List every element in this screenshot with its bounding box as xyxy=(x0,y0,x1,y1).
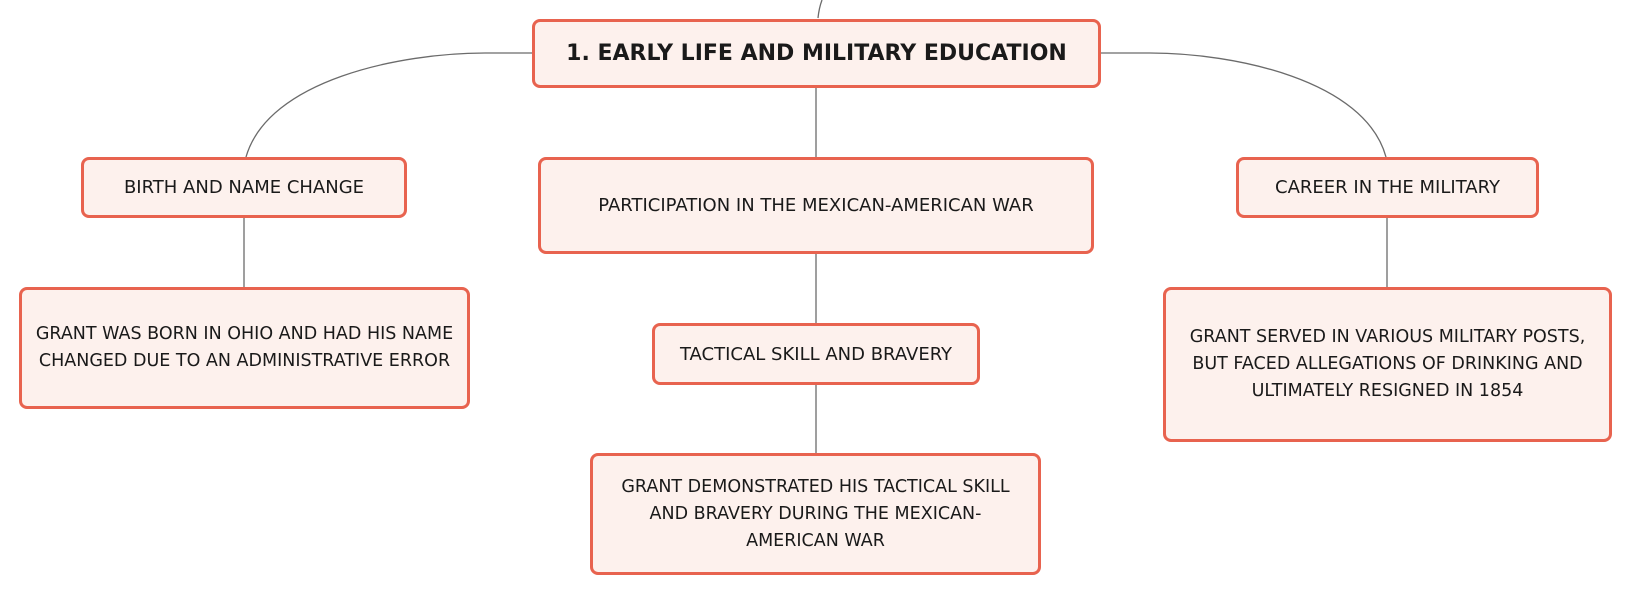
detail-node-career-text: GRANT SERVED IN VARIOUS MILITARY POSTS, BUT FACED ALLEGATIONS OF DRINKING AND ULTIMATELY RESIGNED IN 1854 xyxy=(1189,327,1586,401)
branch-node-birth[interactable] xyxy=(81,157,407,218)
connector-parent-to-root xyxy=(818,0,822,18)
branch-node-mexican-war[interactable] xyxy=(538,157,1094,254)
detail-node-tactical[interactable] xyxy=(590,453,1041,575)
branch-node-career-label: CAREER IN THE MILITARY xyxy=(1275,177,1500,198)
root-node-label: 1. EARLY LIFE AND MILITARY EDUCATION xyxy=(566,41,1067,66)
sub-node-tactical[interactable] xyxy=(652,323,980,385)
branch-node-career[interactable] xyxy=(1236,157,1539,218)
branch-node-mexican-war-label: PARTICIPATION IN THE MEXICAN-AMERICAN WAR xyxy=(598,195,1034,216)
detail-node-birth[interactable] xyxy=(19,287,470,409)
branch-node-birth-label: BIRTH AND NAME CHANGE xyxy=(123,177,365,198)
detail-node-birth-text: GRANT WAS BORN IN OHIO AND HAD HIS NAME CHANGED DUE TO AN ADMINISTRATIVE ERROR xyxy=(35,324,454,371)
sub-node-tactical-label: TACTICAL SKILL AND BRAVERY xyxy=(679,343,953,365)
connector-root-to-birth xyxy=(246,53,532,157)
connector-root-to-career xyxy=(1100,53,1386,157)
detail-node-career[interactable] xyxy=(1163,287,1612,442)
root-node[interactable] xyxy=(532,19,1101,88)
detail-node-tactical-text: GRANT DEMONSTRATED HIS TACTICAL SKILL AND BRAVERY DURING THE MEXICAN-AMERICAN WAR xyxy=(621,476,1010,551)
